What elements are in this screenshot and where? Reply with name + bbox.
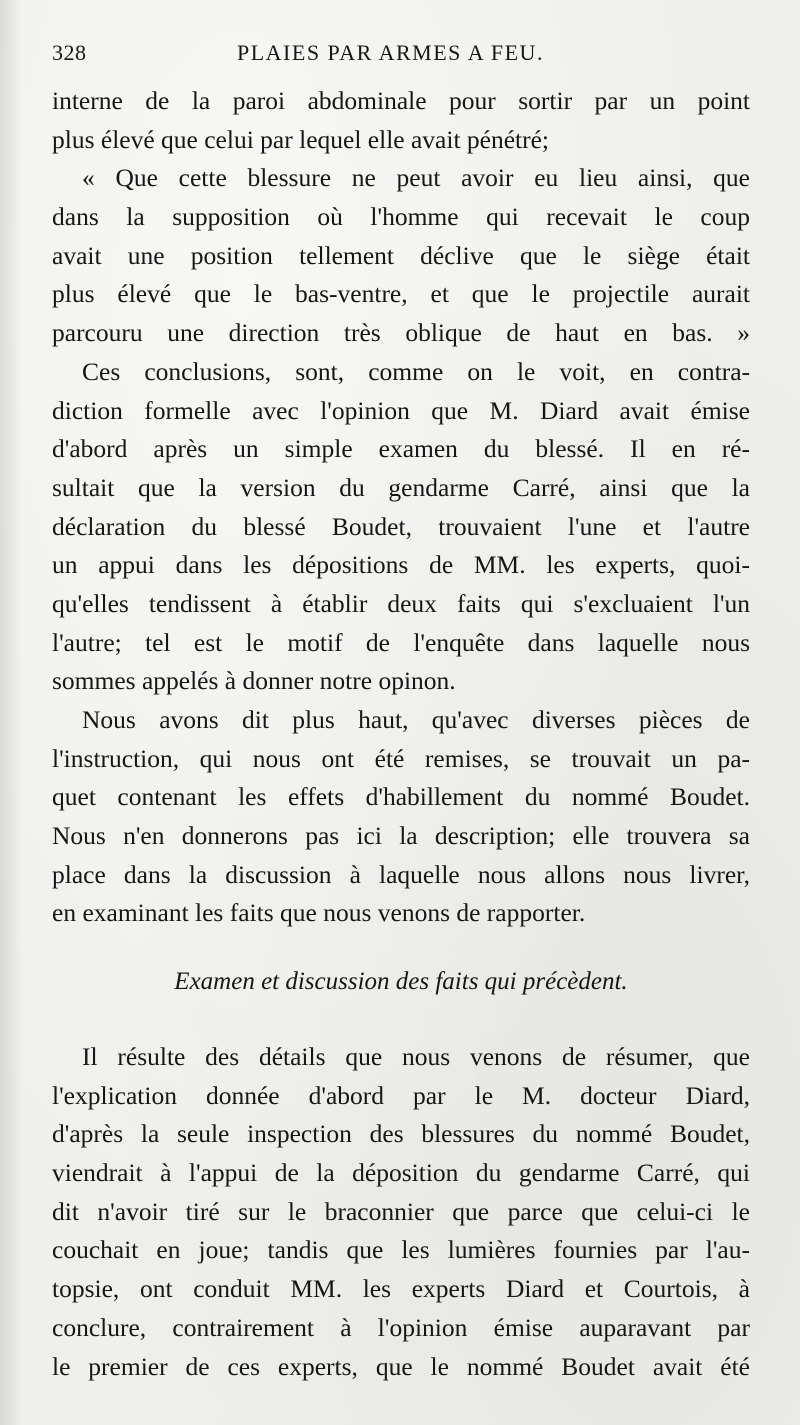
text-line: couchait en joue; tandis que les lumières fournies par l'au- (52, 1235, 750, 1265)
gutter-shadow (0, 0, 22, 1425)
text-line: l'explication donnée d'abord par le M. docteur Diard, (52, 1080, 750, 1110)
text-line: Nous avons dit plus haut, qu'avec diverses pièces de (82, 705, 750, 734)
text-line: dit n'avoir tiré sur le braconnier que parce que celui-ci le (52, 1196, 750, 1226)
running-head: PLAIES PAR ARMES A FEU. (237, 40, 544, 65)
body-text-bottom (52, 1038, 750, 1386)
text-line: en examinant les faits que nous venons de rapporter. (52, 898, 586, 928)
text-line: topsie, ont conduit MM. les experts Diard et Courtois, à (52, 1274, 750, 1304)
text-line: l'autre; tel est le motif de l'enquête dans laquelle nous (52, 627, 750, 657)
text-line: interne de la paroi abdominale pour sortir par un point (52, 86, 750, 115)
text-line: dans la supposition où l'homme qui recevait le coup (52, 202, 750, 232)
text-line: « Que cette blessure ne peut avoir eu lieu ainsi, que (82, 163, 750, 193)
text-line: un appui dans les dépositions de MM. les experts, quoi- (52, 550, 750, 580)
text-line: plus élevé que celui par lequel elle avait pénétré; (52, 124, 550, 154)
text-line: place dans la discussion à laquelle nous allons nous livrer, (52, 859, 750, 889)
text-line: d'après la seule inspection des blessures du nommé Boudet, (52, 1119, 750, 1149)
text-line: conclure, contrairement à l'opinion émise auparavant par (52, 1312, 750, 1342)
text-line: l'instruction, qui nous ont été remises, se trouvait un pa- (52, 743, 750, 773)
text-line: qu'elles tendissent à établir deux faits qui s'excluaient l'un (52, 588, 750, 618)
text-line: quet contenant les effets d'habillement du nommé Boudet. (52, 782, 750, 812)
text-line: Il résulte des détails que nous venons de résumer, que (82, 1042, 750, 1071)
text-line: sultait que la version du gendarme Carré, ainsi que la (52, 472, 750, 502)
section-heading: Examen et discussion des faits qui précèdent. (174, 968, 628, 995)
text-line: Ces conclusions, sont, comme on le voit, en contra- (82, 356, 750, 386)
text-line: plus élevé que le bas-ventre, et que le projectile aurait (52, 279, 750, 309)
page-number: 328 (52, 40, 87, 65)
body-text-top (52, 82, 750, 933)
text-line: viendrait à l'appui de la déposition du gendarme Carré, qui (52, 1158, 750, 1188)
text-line: parcouru une direction très oblique de haut en bas. » (52, 318, 750, 348)
text-line: d'abord après un simple examen du blessé. Il en ré- (52, 434, 750, 464)
text-line: avait une position tellement déclive que le siège était (52, 240, 750, 270)
text-line: diction formelle avec l'opinion que M. Diard avait émise (52, 395, 750, 425)
text-line: Nous n'en donnerons pas ici la description; elle trouvera sa (52, 821, 750, 851)
text-line: sommes appelés à donner notre opinon. (52, 666, 456, 696)
text-line: déclaration du blessé Boudet, trouvaient l'une et l'autre (52, 511, 750, 541)
text-line: le premier de ces experts, que le nommé Boudet avait été (52, 1351, 750, 1381)
page-header (52, 40, 752, 80)
